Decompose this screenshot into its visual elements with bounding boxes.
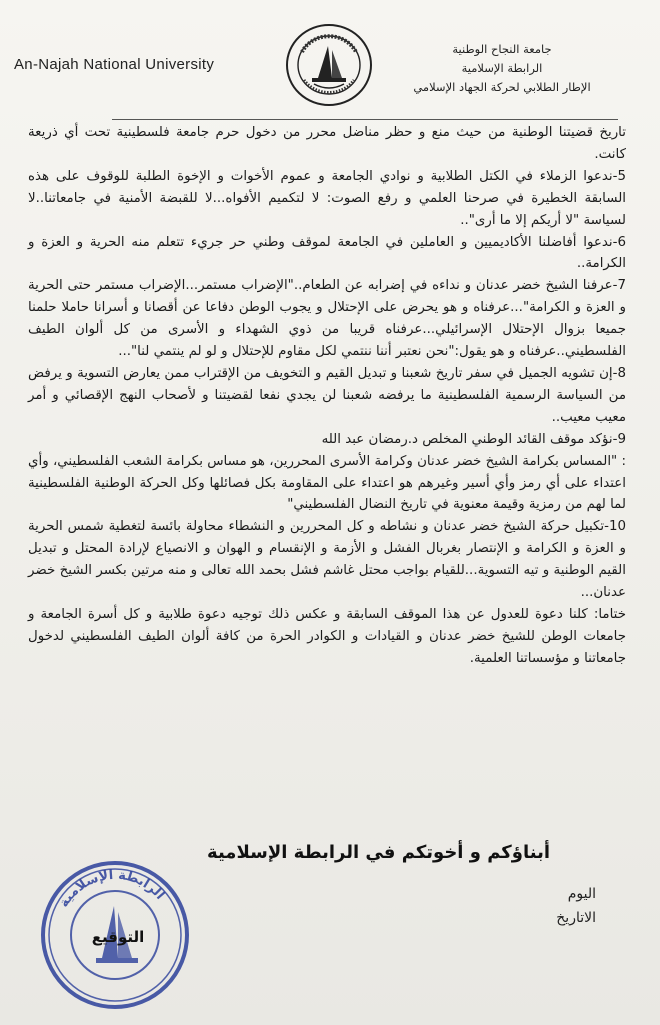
- stamp-overlay-text: التوقيع: [91, 928, 145, 946]
- paragraph-closing: ختاما: كلنا دعوة للعدول عن هذا الموقف السابقة و عكس ذلك توجيه دعوة طلابية و كل أسرة الجامعة و جامعات الوطن للشيخ خضر عدنان و القيادات و الكوادر الحرة من كافة ألوان الطيف الفلسطيني لدخول جامعاتنا و مؤسساتنا العلمية.: [28, 606, 626, 666]
- statement-body: [28, 122, 626, 670]
- paragraph-6: 6-ندعوا أفاضلنا الأكاديميين و العاملين في الجامعة لموقف وطني حر جريء تتعلم منه الحرية و العزة و الكرامة..: [28, 234, 626, 272]
- university-name-en: An-Najah National University: [14, 56, 215, 73]
- day-label: اليوم: [567, 886, 596, 902]
- stamp-ring-text: الرابطة الإسلامية: [56, 867, 168, 911]
- paragraph-5: 5-ندعوا الزملاء في الكتل الطلابية و نوادي الجامعة و عموم الأخوات و الإخوة الطلبة للوقوف على هذه السابقة الخطيرة في صرحنا العلمي و رفع الصوت: لا لتكميم الأفواه...لا للقبضة الأمنية في جامعاتنا..لا لسياسة "لا أريكم إلا ما أرى"..: [28, 168, 626, 228]
- paragraph-8: 8-إن تشويه الجميل في سفر تاريخ شعبنا و تبديل القيم و التخويف من الإقتراب ممن يعارض التسوية و يرفض من السياسة الرسمية الفلسطينية ما يرفضه شعبنا لن يجدي نفعا لقضيتنا و لأصحاب النهج الإقصائي و أمر معيب معيب..: [28, 365, 626, 425]
- paragraph-7: 7-عرفنا الشيخ خضر عدنان و نداءه في إضرابه عن الطعام.."الإضراب مستمر...الإضراب مستمر حتى الحرية و العزة و الكرامة"...عرفناه و هو يحرض على الإحتلال و يجوب الوطن دفاعا عن أقصانا و أسرانا حاملا حلمنا جميعا بزوال الإحتلال الإسرائيلي...عرفناه قريبا من ذوي الشهداء و الأسرى من كل ألوان الطيف الفلسطيني..عرفناه و هو يقول:"نحن نعتبر أننا ننتمي لكل مقاوم للإحتلال و لو لم ينتمي لنا"...: [28, 278, 626, 360]
- header-arabic: [382, 40, 622, 97]
- header-line-university: جامعة النجاح الوطنية: [452, 42, 552, 56]
- islamic-league-logo: [284, 22, 374, 108]
- paragraph-intro: تاريخ قضيتنا الوطنية من حيث منع و حظر مناضل محرر من دخول حرم جامعة فلسطينية تحت أي ذريعة كانت.: [28, 125, 626, 162]
- paragraph-9: 9-نؤكد موقف القائد الوطني المخلص د.رمضان عبد الله: [321, 431, 626, 447]
- header-line-league: الرابطة الإسلامية: [461, 61, 543, 75]
- paragraph-10: 10-تكبيل حركة الشيخ خضر عدنان و نشاطه و كل المحررين و النشطاء محاولة بائسة لتغطية شمس الحرية و العزة و الكرامة و الإنتصار بغربال الفشل و الأزمة و الإنقسام و الهوان و الانصياع لإرادة المحتل و تبديل القيم الوطنية و تيه التسوية...للقيام بواجب محتل غاشم فشل بحمد الله تعالى و منه مرتين بكسر الشيخ خضر عدنان...: [28, 519, 626, 601]
- signoff: أبناؤكم و أخوتكم في الرابطة الإسلامية: [207, 842, 550, 863]
- header-divider: [112, 119, 618, 120]
- official-stamp: [38, 858, 192, 1012]
- paragraph-9-quote: : "المساس بكرامة الشيخ خضر عدنان وكرامة الأسرى المحررين، هو مساس بكرامة الشعب الفلسطيني، وأي اعتداء على أي رمز وأي أسير وغيرهم هو اعتداء على المقاومة بكل فصائلها وكل الحركة الوطنية الفلسطينية لما لهم من رمزية وقيمة معنوية في تاريخ النضال الفلسطيني": [28, 453, 626, 513]
- header-line-framework: الإطار الطلابي لحركة الجهاد الإسلامي: [413, 80, 591, 94]
- date-label: الاتاريخ: [556, 910, 596, 926]
